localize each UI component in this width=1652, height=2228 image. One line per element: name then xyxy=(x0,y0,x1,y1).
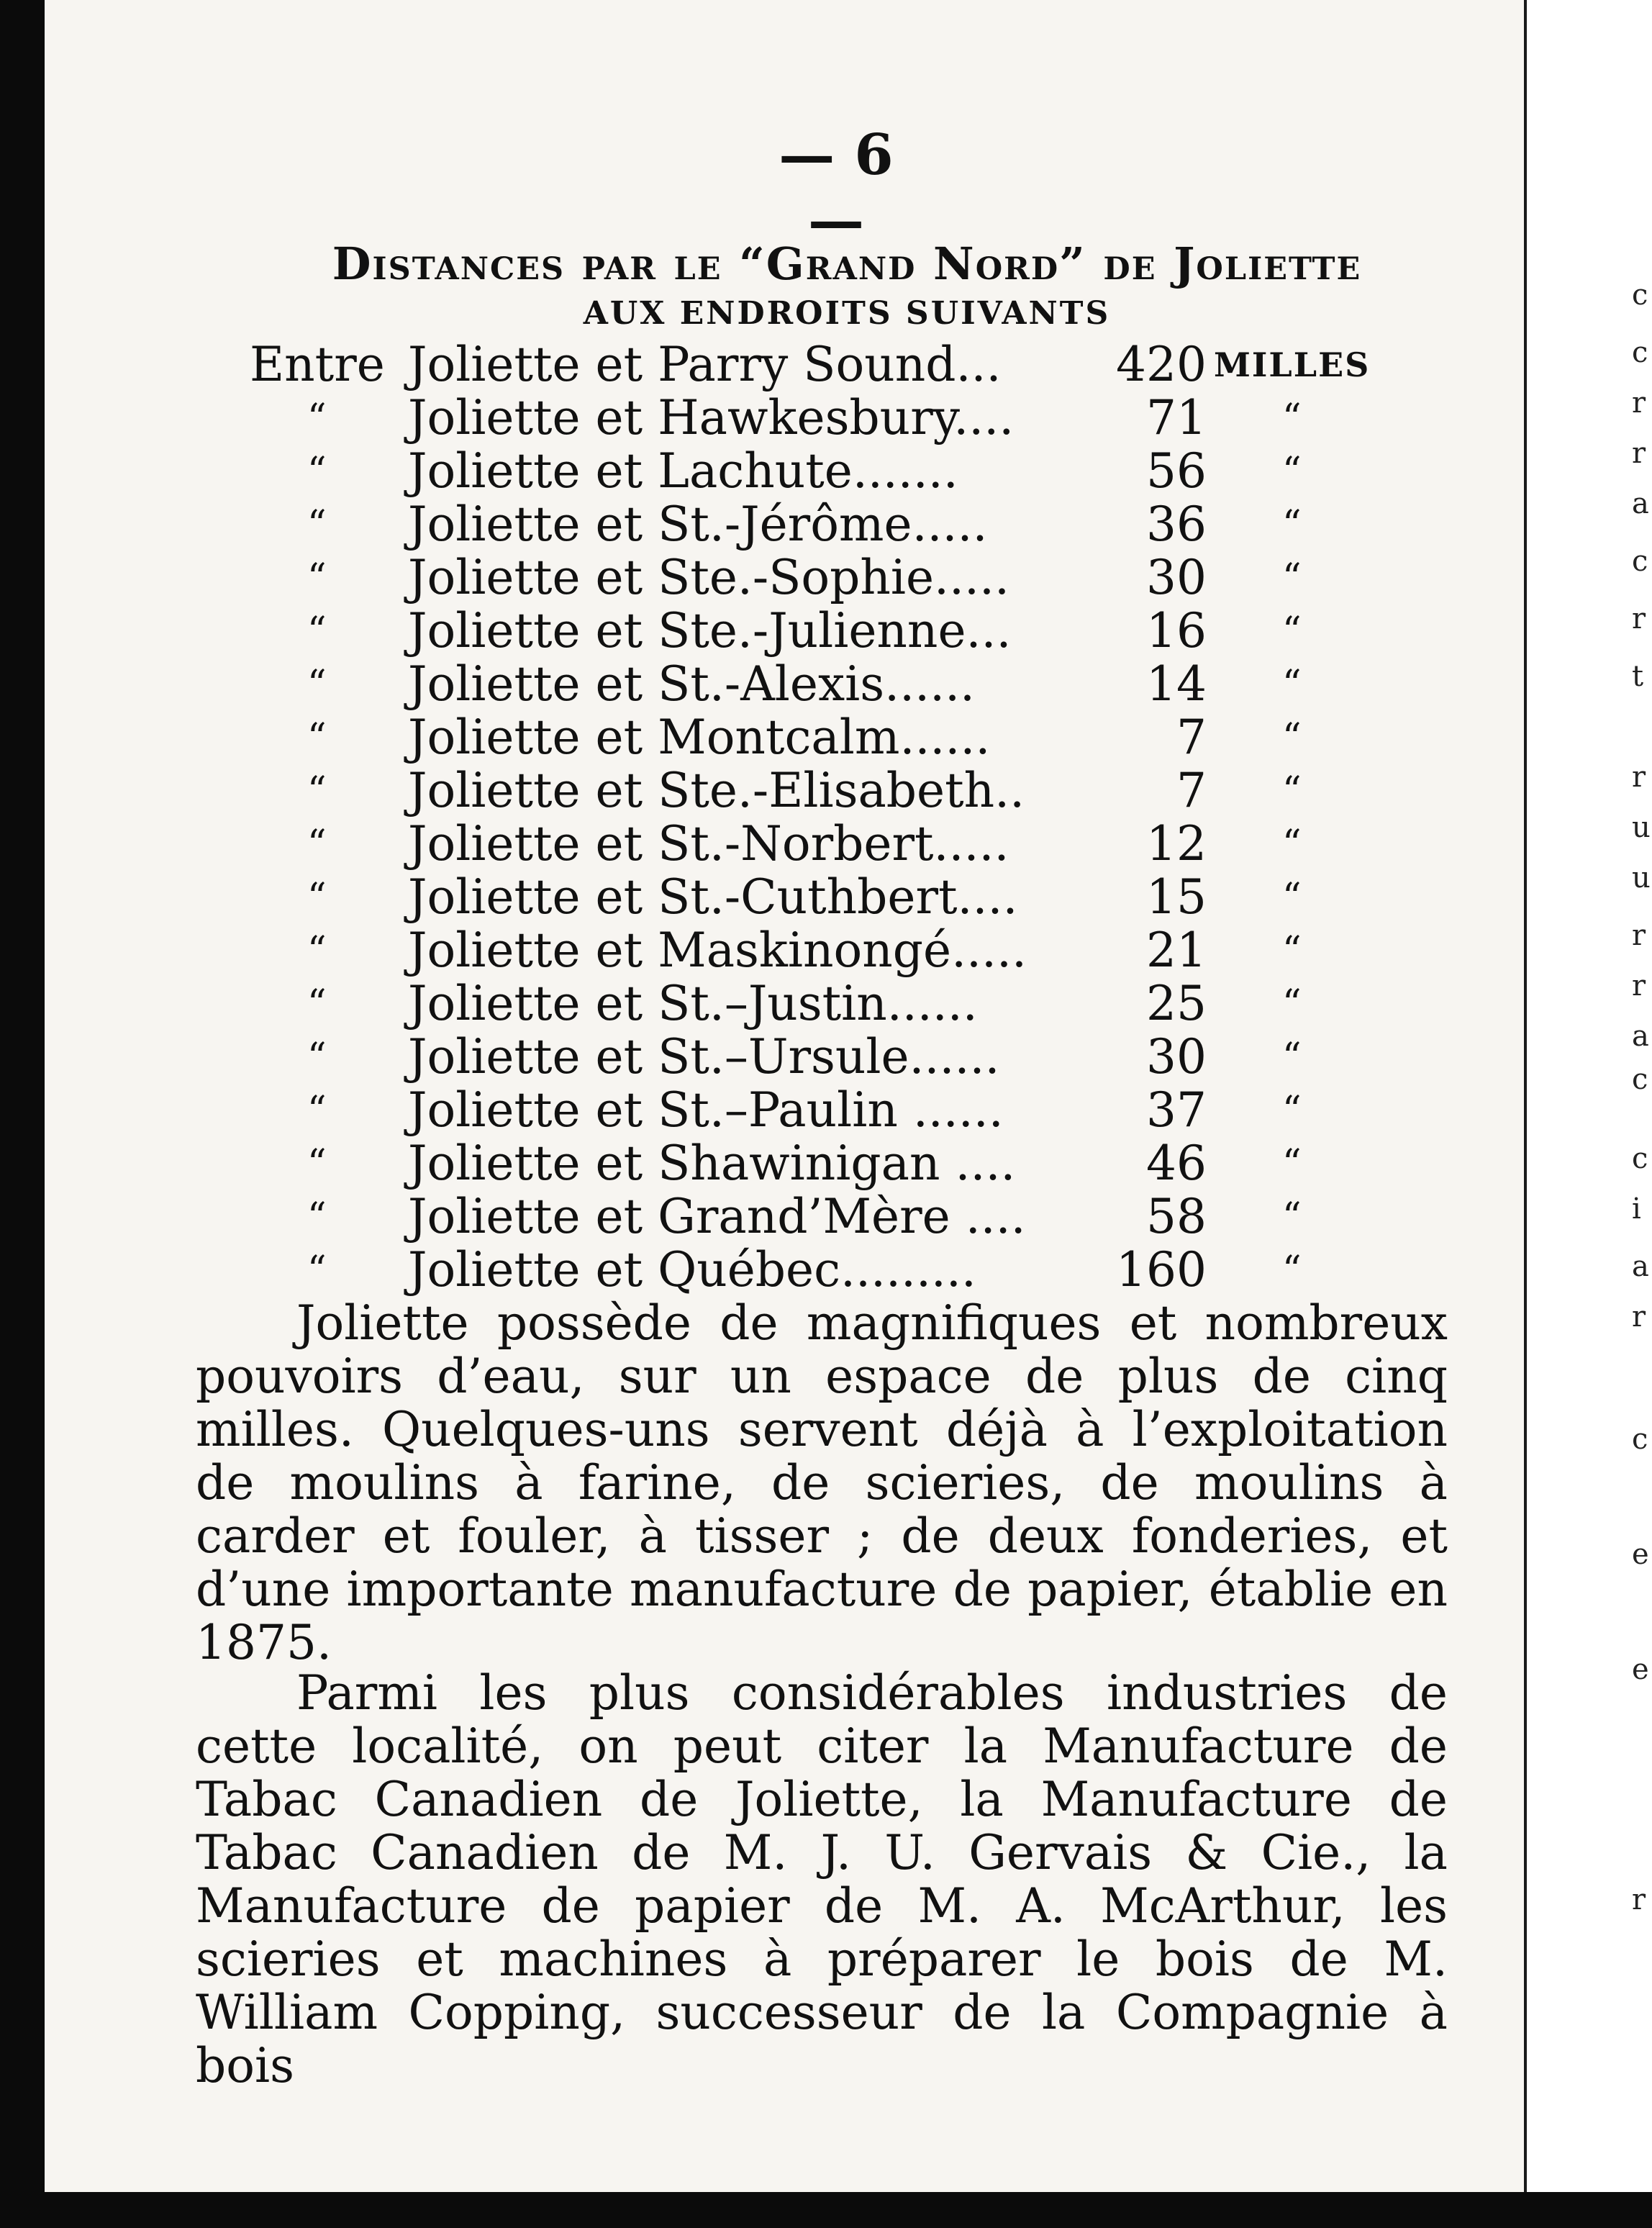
distance-miles: 58 xyxy=(1146,1189,1207,1244)
edge-letter: c xyxy=(1632,336,1648,369)
distance-miles: 30 xyxy=(1146,550,1207,605)
edge-letter: a xyxy=(1632,1020,1649,1053)
edge-letter: r xyxy=(1632,1300,1646,1333)
edge-letter: e xyxy=(1632,1653,1649,1686)
edge-letter: r xyxy=(1632,1883,1646,1916)
ditto-mark: “ xyxy=(1282,1036,1302,1079)
distance-row xyxy=(45,1190,1524,1244)
route-name: Joliette et Ste.-Julienne... xyxy=(408,603,1012,658)
ditto-mark: “ xyxy=(307,1089,327,1132)
route-name: Joliette et Montcalm...... xyxy=(408,710,991,765)
paragraph-text: Parmi les plus considérables industries de cette localité, on peut citer la Manufacture de Tabac Canadien de Joliette, la Manufacture de Tabac Canadien de M. J. U. Gervais & Cie., la Manufacture de papier de M. A. McArthur, les scieries et machines à préparer le bois de M. William Copping, successeur de la Compagnie à bois xyxy=(196,1665,1448,2093)
distance-row xyxy=(45,391,1524,445)
paragraph-water-power xyxy=(196,1297,1448,1670)
ditto-mark: “ xyxy=(307,1036,327,1079)
distance-miles: 37 xyxy=(1146,1082,1207,1138)
route-name: Joliette et St.–Paulin ...... xyxy=(408,1082,1004,1138)
ditto-mark: “ xyxy=(1282,397,1302,440)
ditto-mark: “ xyxy=(307,450,327,493)
edge-letter: c xyxy=(1632,1063,1648,1096)
paragraph-text: Joliette possède de magnifiques et nombreux pouvoirs d’eau, sur un espace de plus de cinq milles. Quelques-uns servent déjà à l’exploitation de moulins à farine, de scieries, de moulins à carder et fouler, à tisser ; de deux fonderies, et d’une importante manufacture de papier, établie en 1875. xyxy=(196,1295,1448,1670)
route-name: Joliette et Maskinongé..... xyxy=(408,923,1027,978)
page-number: — 6 — xyxy=(779,122,894,253)
distance-row xyxy=(45,764,1524,818)
distance-row xyxy=(45,658,1524,711)
route-name: Joliette et St.-Norbert..... xyxy=(408,816,1009,871)
distance-row xyxy=(45,1137,1524,1190)
edge-letter: c xyxy=(1632,1142,1648,1175)
route-name: Joliette et Shawinigan .... xyxy=(408,1136,1016,1191)
ditto-mark: “ xyxy=(1282,556,1302,599)
ditto-mark: “ xyxy=(307,876,327,919)
ditto-mark: “ xyxy=(307,663,327,706)
distance-miles: 7 xyxy=(1176,710,1207,765)
distance-row xyxy=(45,1031,1524,1084)
edge-letter: u xyxy=(1632,811,1651,844)
ditto-mark: “ xyxy=(307,982,327,1025)
ditto-mark: “ xyxy=(307,1142,327,1185)
ditto-mark: “ xyxy=(307,716,327,759)
ditto-mark: “ xyxy=(307,503,327,546)
left-scan-margin xyxy=(0,0,45,2228)
paragraph-industries xyxy=(196,1667,1448,2093)
distance-miles: 30 xyxy=(1146,1029,1207,1084)
edge-letter: r xyxy=(1632,761,1646,794)
edge-letter: t xyxy=(1632,660,1644,693)
distance-miles: 56 xyxy=(1146,443,1207,499)
route-name: Joliette et Hawkesbury.... xyxy=(408,390,1015,445)
ditto-mark: “ xyxy=(307,610,327,653)
route-name: Joliette et St.-Alexis...... xyxy=(408,656,976,712)
distance-miles: 16 xyxy=(1146,603,1207,658)
ditto-mark: “ xyxy=(1282,1195,1302,1238)
edge-letter: c xyxy=(1632,1423,1648,1456)
ditto-mark: “ xyxy=(1282,769,1302,812)
distance-miles: 7 xyxy=(1176,763,1207,818)
distance-miles: 46 xyxy=(1146,1136,1207,1191)
distance-row xyxy=(45,1084,1524,1137)
ditto-mark: “ xyxy=(307,1249,327,1292)
edge-letter: u xyxy=(1632,861,1651,895)
distance-row xyxy=(45,711,1524,764)
edge-letter: a xyxy=(1632,1250,1649,1283)
route-name: Joliette et St.–Ursule...... xyxy=(408,1029,1000,1084)
route-name: Joliette et Québec......... xyxy=(408,1242,976,1298)
distance-row xyxy=(45,338,1524,391)
ditto-mark: “ xyxy=(1282,503,1302,546)
distance-row xyxy=(45,604,1524,658)
ditto-mark: “ xyxy=(307,823,327,866)
book-page xyxy=(45,0,1524,2192)
edge-letter: e xyxy=(1632,1538,1649,1571)
distance-row xyxy=(45,445,1524,498)
bottom-scan-margin xyxy=(0,2192,1652,2228)
edge-letter: r xyxy=(1632,969,1646,1002)
distance-miles: 160 xyxy=(1116,1242,1207,1298)
ditto-mark: “ xyxy=(1282,663,1302,706)
route-name: Joliette et Lachute....... xyxy=(408,443,958,499)
edge-letter: r xyxy=(1632,919,1646,952)
ditto-mark: “ xyxy=(307,769,327,812)
distance-row xyxy=(45,498,1524,551)
edge-letter: c xyxy=(1632,278,1648,312)
ditto-mark: “ xyxy=(307,1195,327,1238)
ditto-mark: “ xyxy=(307,929,327,972)
ditto-mark: “ xyxy=(1282,1142,1302,1185)
route-name: Joliette et Parry Sound... xyxy=(408,337,1002,392)
distance-row xyxy=(45,1244,1524,1297)
distance-miles: 21 xyxy=(1146,923,1207,978)
ditto-mark: “ xyxy=(1282,1249,1302,1292)
edge-letter: c xyxy=(1632,545,1648,578)
distance-miles: 420 xyxy=(1116,337,1207,392)
distance-miles: 36 xyxy=(1146,497,1207,552)
route-name: Joliette et Ste.-Elisabeth.. xyxy=(408,763,1025,818)
ditto-mark: “ xyxy=(307,556,327,599)
ditto-mark: “ xyxy=(1282,823,1302,866)
edge-letter: r xyxy=(1632,386,1646,420)
ditto-mark: “ xyxy=(1282,716,1302,759)
edge-letter: a xyxy=(1632,487,1649,520)
distance-row xyxy=(45,871,1524,924)
route-name: Joliette et Grand’Mère .... xyxy=(408,1189,1026,1244)
edge-letter: r xyxy=(1632,437,1646,470)
table-title: Distances par le “Grand Nord” de Joliette xyxy=(332,237,1362,290)
ditto-mark: “ xyxy=(1282,1089,1302,1132)
distance-row xyxy=(45,818,1524,871)
unit-label: MILLES xyxy=(1214,345,1371,384)
distance-row xyxy=(45,977,1524,1031)
ditto-mark: “ xyxy=(1282,876,1302,919)
ditto-mark: “ xyxy=(307,397,327,440)
table-subtitle: AUX ENDROITS SUIVANTS xyxy=(583,295,1111,332)
distance-row xyxy=(45,551,1524,604)
edge-letter: r xyxy=(1632,602,1646,635)
distance-row xyxy=(45,924,1524,977)
lead-word: Entre xyxy=(250,337,385,392)
route-name: Joliette et St.-Jérôme..... xyxy=(408,497,988,552)
ditto-mark: “ xyxy=(1282,610,1302,653)
distance-miles: 14 xyxy=(1146,656,1207,712)
ditto-mark: “ xyxy=(1282,450,1302,493)
distance-miles: 12 xyxy=(1146,816,1207,871)
distance-miles: 71 xyxy=(1146,390,1207,445)
distance-miles: 15 xyxy=(1146,869,1207,925)
edge-letter: i xyxy=(1632,1192,1641,1226)
route-name: Joliette et Ste.-Sophie..... xyxy=(408,550,1009,605)
distance-miles: 25 xyxy=(1146,976,1207,1031)
adjacent-page-letters xyxy=(1628,0,1652,2228)
ditto-mark: “ xyxy=(1282,929,1302,972)
route-name: Joliette et St.-Cuthbert.... xyxy=(408,869,1018,925)
route-name: Joliette et St.–Justin...... xyxy=(408,976,978,1031)
ditto-mark: “ xyxy=(1282,982,1302,1025)
